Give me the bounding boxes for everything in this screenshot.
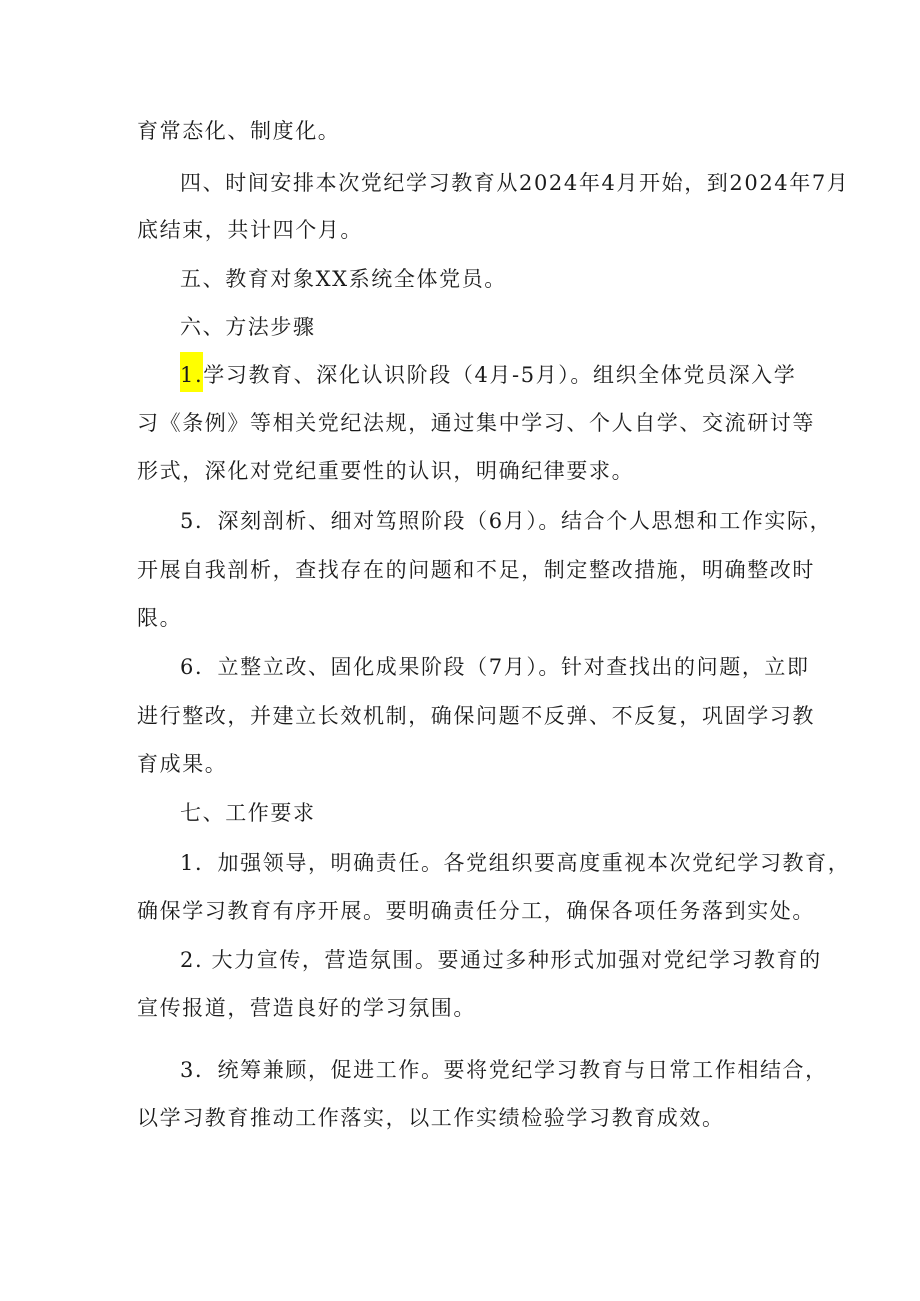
section-5-heading: 五、教育对象XX系统全体党员。 bbox=[180, 267, 507, 291]
text-line: 育成果。 bbox=[137, 752, 228, 776]
text-line: 习《条例》等相关党纪法规，通过集中学习、个人自学、交流研讨等 bbox=[137, 411, 815, 435]
requirement-3-line: 3．统筹兼顾，促进工作。要将党纪学习教育与日常工作相结合， bbox=[180, 1058, 828, 1082]
text-line: 限。 bbox=[137, 606, 183, 630]
text-line: 育常态化、制度化。 bbox=[137, 119, 341, 143]
text-line: 以学习教育推动工作落实，以工作实绩检验学习教育成效。 bbox=[137, 1106, 725, 1130]
step-6-line: 6．立整立改、固化成果阶段（7月）。针对查找出的问题，立即 bbox=[180, 655, 810, 679]
text-line: 宣传报道，营造良好的学习氛围。 bbox=[137, 996, 476, 1020]
highlighted-number: 1. bbox=[180, 352, 203, 392]
text-line: 底结束，共计四个月。 bbox=[137, 218, 363, 242]
step-5-line: 5．深刻剖析、细对笃照阶段（6月）。结合个人思想和工作实际， bbox=[180, 509, 833, 533]
text-line: 进行整改，并建立长效机制，确保问题不反弹、不反复，巩固学习教 bbox=[137, 704, 815, 728]
text-line: 形式，深化对党纪重要性的认识，明确纪律要求。 bbox=[137, 459, 635, 483]
requirement-2-line: 2. 大力宣传，营造氛围。要通过多种形式加强对党纪学习教育的 bbox=[180, 948, 822, 972]
step-1-line bbox=[180, 362, 796, 392]
section-6-heading: 六、方法步骤 bbox=[180, 315, 316, 339]
text-line: 开展自我剖析，查找存在的问题和不足，制定整改措施，明确整改时 bbox=[137, 558, 815, 582]
section-4-line: 四、时间安排本次党纪学习教育从2024年4月开始，到2024年7月 bbox=[180, 171, 850, 195]
requirement-1-line: 1．加强领导，明确责任。各党组织要高度重视本次党纪学习教育， bbox=[180, 851, 851, 875]
step-1-text: 学习教育、深化认识阶段（4月-5月）。组织全体党员深入学 bbox=[203, 363, 797, 387]
text-line: 确保学习教育有序开展。要明确责任分工，确保各项任务落到实处。 bbox=[137, 899, 815, 923]
section-7-heading: 七、工作要求 bbox=[180, 801, 316, 825]
